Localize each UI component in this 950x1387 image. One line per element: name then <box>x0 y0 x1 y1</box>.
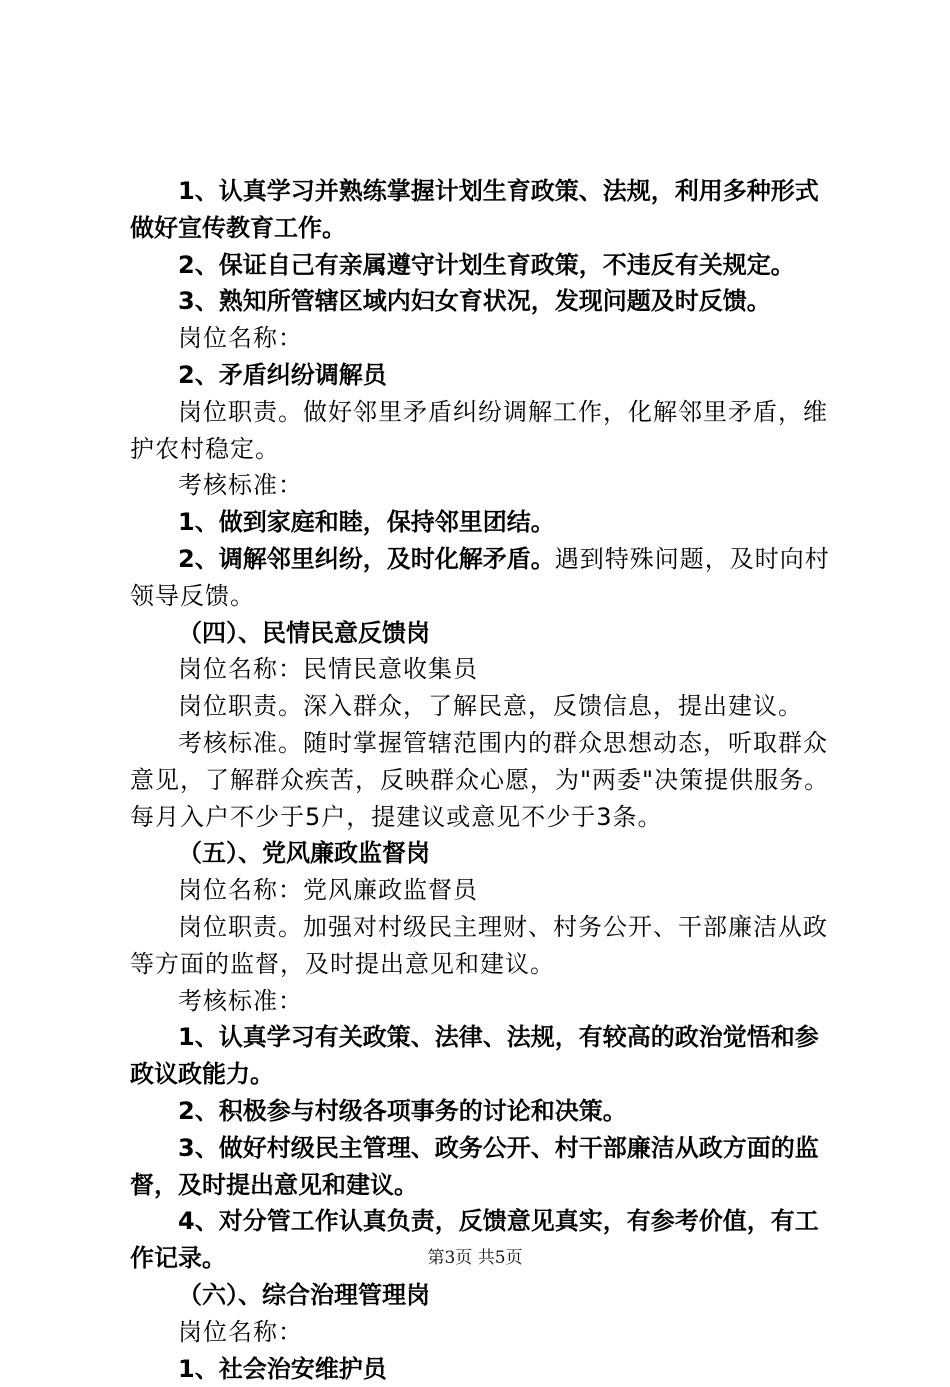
paragraph: 1、认真学习并熟练掌握计划生育政策、法规，利用多种形式做好宣传教育工作。 <box>130 173 832 247</box>
paragraph-normal-part: 遇到特殊问题，及时向村领导反馈。 <box>130 545 830 610</box>
paragraph: 岗位职责。深入群众，了解民意，反馈信息，提出建议。 <box>130 688 832 725</box>
paragraph: 1、认真学习有关政策、法律、法规，有较高的政治觉悟和参政议政能力。 <box>130 1019 832 1093</box>
paragraph: 2、矛盾纠纷调解员 <box>130 357 832 394</box>
section-heading: （五）、党风廉政监督岗 <box>130 835 832 872</box>
paragraph: 3、熟知所管辖区域内妇女育状况，发现问题及时反馈。 <box>130 283 832 320</box>
paragraph-bold-part: 2、调解邻里纠纷，及时化解矛盾。 <box>178 545 555 573</box>
paragraph: 岗位职责。做好邻里矛盾纠纷调解工作，化解邻里矛盾，维护农村稳定。 <box>130 394 832 468</box>
paragraph: 岗位名称： <box>130 320 832 357</box>
paragraph: 4、对分管工作认真负责，反馈意见真实，有参考价值，有工作记录。 <box>130 1203 832 1277</box>
paragraph: 岗位职责。加强对村级民主理财、村务公开、干部廉洁从政等方面的监督，及时提出意见和建议。 <box>130 909 832 983</box>
paragraph: 岗位名称：民情民意收集员 <box>130 651 832 688</box>
paragraph: 2、积极参与村级各项事务的讨论和决策。 <box>130 1093 832 1130</box>
paragraph: 岗位名称：党风廉政监督员 <box>130 872 832 909</box>
section-heading: （六）、综合治理管理岗 <box>130 1277 832 1314</box>
paragraph: 考核标准： <box>130 467 832 504</box>
paragraph <box>130 541 832 615</box>
paragraph: 2、保证自己有亲属遵守计划生育政策，不违反有关规定。 <box>130 247 832 284</box>
paragraph: 1、社会治安维护员 <box>130 1351 832 1387</box>
paragraph: 岗位名称： <box>130 1314 832 1351</box>
paragraph: 3、做好村级民主管理、政务公开、村干部廉洁从政方面的监督，及时提出意见和建议。 <box>130 1130 832 1204</box>
paragraph: 考核标准。随时掌握管辖范围内的群众思想动态，听取群众意见，了解群众疾苦，反映群众心愿，为"两委"决策提供服务。每月入户不少于5户，提建议或意见不少于3条。 <box>130 725 832 835</box>
section-heading: （四）、民情民意反馈岗 <box>130 615 832 652</box>
page-number-footer: 第3页 共5页 <box>0 1243 950 1268</box>
document-body <box>130 173 832 1387</box>
paragraph: 考核标准： <box>130 983 832 1020</box>
paragraph: 1、做到家庭和睦，保持邻里团结。 <box>130 504 832 541</box>
